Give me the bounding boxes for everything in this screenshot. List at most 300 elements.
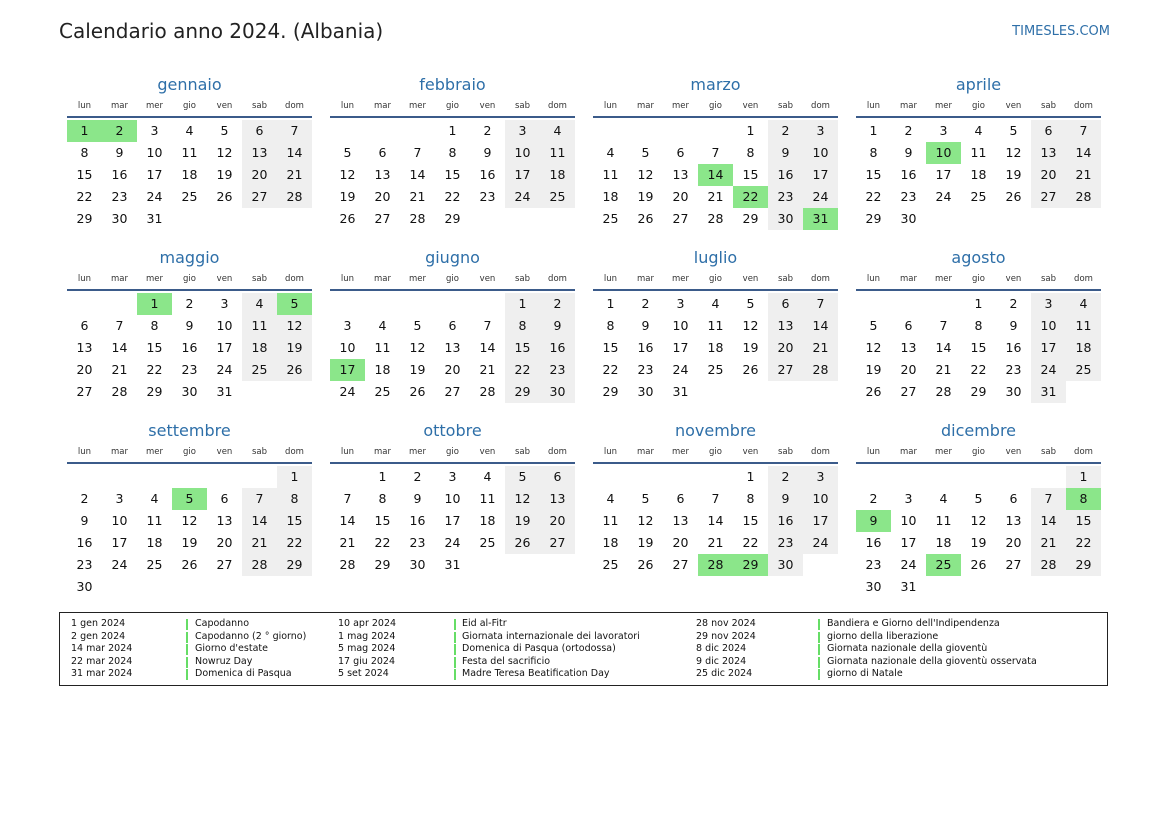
day-cell: 16 (479, 167, 496, 182)
day-cell: 13 (672, 167, 689, 182)
day-cell: 12 (865, 340, 882, 355)
empty-cell (67, 466, 102, 488)
day-cell: 11 (146, 513, 163, 528)
holiday-name: giorno di Natale (827, 668, 903, 680)
day-cell: 20 (672, 189, 689, 204)
holiday-marker (818, 669, 820, 680)
day-cell: 16 (409, 513, 426, 528)
weekday-label: lun (866, 447, 881, 457)
day-cell: 7 (939, 318, 948, 333)
holiday-marker (454, 644, 456, 655)
weekday-label: sab (251, 274, 268, 284)
day-cell: 18 (479, 513, 496, 528)
weekday-label: ven (479, 101, 496, 111)
holiday-day-cell: 2 (102, 120, 137, 142)
day-cell: 24 (935, 189, 952, 204)
day-cell: 21 (1066, 164, 1101, 186)
day-cell: 16 (768, 510, 803, 532)
holiday-date: 8 dic 2024 (696, 643, 747, 655)
day-cell: 10 (146, 145, 163, 160)
day-cell: 14 (111, 340, 128, 355)
day-cell: 21 (935, 362, 952, 377)
weekday-label: sab (1040, 274, 1057, 284)
holiday-date: 22 mar 2024 (71, 655, 133, 667)
day-cell: 9 (115, 145, 124, 160)
day-cell: 27 (242, 186, 277, 208)
day-cell: 29 (505, 381, 540, 403)
day-cell: 11 (602, 167, 619, 182)
weekday-label: dom (811, 101, 830, 111)
day-cell: 5 (505, 466, 540, 488)
day-cell: 21 (409, 189, 426, 204)
day-cell: 9 (80, 513, 89, 528)
empty-cell (961, 466, 996, 488)
day-cell: 13 (374, 167, 391, 182)
day-cell: 23 (637, 362, 654, 377)
day-cell: 23 (768, 186, 803, 208)
day-cell: 17 (216, 340, 233, 355)
weekday-label: sab (251, 101, 268, 111)
day-cell: 23 (409, 535, 426, 550)
month-name: giugno (425, 248, 480, 267)
day-cell: 26 (181, 557, 198, 572)
holiday-marker (818, 644, 820, 655)
day-cell: 1 (974, 296, 983, 311)
day-cell: 26 (637, 211, 654, 226)
month-febbraio (330, 73, 575, 246)
month-gennaio (67, 73, 312, 246)
day-cell: 27 (768, 359, 803, 381)
day-cell: 6 (676, 491, 685, 506)
day-cell: 27 (444, 384, 461, 399)
day-cell: 8 (80, 145, 89, 160)
day-cell: 7 (483, 318, 492, 333)
day-cell: 22 (277, 532, 312, 554)
day-cell: 28 (242, 554, 277, 576)
day-cell: 19 (181, 535, 198, 550)
weekday-label: sab (514, 274, 531, 284)
day-cell: 12 (216, 145, 233, 160)
day-cell: 20 (216, 535, 233, 550)
day-cell: 29 (865, 211, 882, 226)
day-cell: 18 (540, 164, 575, 186)
weekday-label: ven (216, 101, 233, 111)
weekday-label: lun (340, 101, 355, 111)
day-cell: 14 (1066, 142, 1101, 164)
day-cell: 13 (444, 340, 461, 355)
weekday-label: sab (251, 447, 268, 457)
empty-cell (698, 120, 733, 142)
holiday-name: Giornata nazionale della gioventù (827, 643, 988, 655)
holiday-marker (186, 632, 188, 643)
day-cell: 10 (803, 142, 838, 164)
day-cell: 16 (1005, 340, 1022, 355)
day-cell: 19 (505, 510, 540, 532)
holiday-date: 1 mag 2024 (338, 630, 396, 642)
day-cell: 20 (374, 189, 391, 204)
weekday-label: lun (603, 274, 618, 284)
day-cell: 19 (277, 337, 312, 359)
day-cell: 18 (1066, 337, 1101, 359)
day-cell: 13 (540, 488, 575, 510)
weekday-label: mer (671, 101, 689, 111)
day-cell: 25 (181, 189, 198, 204)
day-cell: 8 (606, 318, 615, 333)
weekday-label: dom (1074, 274, 1093, 284)
day-cell: 18 (181, 167, 198, 182)
holiday-legend (59, 612, 1108, 686)
day-cell: 27 (1005, 557, 1022, 572)
day-cell: 2 (641, 296, 650, 311)
day-cell: 21 (479, 362, 496, 377)
day-cell: 18 (146, 535, 163, 550)
day-cell: 9 (483, 145, 492, 160)
day-cell: 27 (374, 211, 391, 226)
day-cell: 3 (803, 466, 838, 488)
empty-cell (137, 466, 172, 488)
weekday-label: dom (1074, 101, 1093, 111)
holiday-day-cell: 29 (733, 554, 768, 576)
day-cell: 24 (900, 557, 917, 572)
day-cell: 23 (768, 532, 803, 554)
empty-cell (400, 293, 435, 315)
day-cell: 6 (378, 145, 387, 160)
month-marzo (593, 73, 838, 246)
day-cell: 1 (448, 123, 457, 138)
holiday-date: 5 set 2024 (338, 668, 389, 680)
day-cell: 17 (505, 164, 540, 186)
day-cell: 22 (76, 189, 93, 204)
day-cell: 20 (1031, 164, 1066, 186)
weekday-label: gio (446, 101, 459, 111)
weekday-header (67, 270, 312, 291)
day-cell: 25 (1066, 359, 1101, 381)
weekday-label: lun (340, 447, 355, 457)
day-cell: 22 (505, 359, 540, 381)
weekday-label: mar (637, 447, 654, 457)
day-cell: 9 (413, 491, 422, 506)
holiday-date: 28 nov 2024 (696, 618, 756, 629)
day-cell: 5 (641, 491, 650, 506)
day-cell: 16 (865, 535, 882, 550)
day-cell: 12 (637, 513, 654, 528)
day-cell: 8 (974, 318, 983, 333)
holiday-marker (818, 657, 820, 668)
holiday-marker (454, 619, 456, 630)
day-cell: 7 (413, 145, 422, 160)
weekday-header (856, 97, 1101, 118)
day-cell: 4 (939, 491, 948, 506)
day-cell: 20 (76, 362, 93, 377)
empty-cell (593, 466, 628, 488)
day-cell: 10 (900, 513, 917, 528)
day-cell: 31 (444, 557, 461, 572)
weekday-label: lun (340, 274, 355, 284)
day-cell: 6 (1009, 491, 1018, 506)
day-cell: 3 (904, 491, 913, 506)
day-cell: 13 (1005, 513, 1022, 528)
weekday-label: ven (216, 447, 233, 457)
holiday-day-cell: 28 (698, 554, 733, 576)
day-cell: 7 (242, 488, 277, 510)
day-cell: 15 (742, 167, 759, 182)
day-cell: 28 (803, 359, 838, 381)
day-cell: 26 (505, 532, 540, 554)
day-cell: 27 (216, 557, 233, 572)
weekday-label: mar (374, 447, 391, 457)
day-cell: 7 (803, 293, 838, 315)
day-cell: 29 (970, 384, 987, 399)
day-cell: 28 (111, 384, 128, 399)
day-cell: 7 (1031, 488, 1066, 510)
day-cell: 2 (483, 123, 492, 138)
day-cell: 7 (1066, 120, 1101, 142)
weekday-label: mar (637, 101, 654, 111)
empty-cell (67, 293, 102, 315)
empty-cell (400, 120, 435, 142)
day-cell: 11 (242, 315, 277, 337)
day-cell: 23 (111, 189, 128, 204)
weekday-header (593, 270, 838, 291)
day-cell: 17 (935, 167, 952, 182)
day-cell: 22 (602, 362, 619, 377)
empty-cell (891, 466, 926, 488)
day-cell: 14 (935, 340, 952, 355)
holiday-date: 25 dic 2024 (696, 668, 753, 680)
day-cell: 30 (768, 554, 803, 576)
empty-cell (365, 120, 400, 142)
holiday-day-cell: 8 (1066, 488, 1101, 510)
empty-cell (470, 293, 505, 315)
day-cell: 28 (479, 384, 496, 399)
month-dicembre (856, 419, 1101, 592)
weekday-label: dom (285, 447, 304, 457)
day-cell: 8 (277, 488, 312, 510)
day-cell: 12 (637, 167, 654, 182)
day-cell: 22 (1066, 532, 1101, 554)
day-cell: 8 (378, 491, 387, 506)
day-cell: 4 (1066, 293, 1101, 315)
day-cell: 4 (974, 123, 983, 138)
day-cell: 26 (216, 189, 233, 204)
day-cell: 18 (374, 362, 391, 377)
day-cell: 27 (900, 384, 917, 399)
day-cell: 8 (505, 315, 540, 337)
month-name: agosto (951, 248, 1006, 267)
day-cell: 28 (1031, 554, 1066, 576)
day-cell: 19 (637, 189, 654, 204)
holiday-day-cell: 31 (803, 208, 838, 230)
day-cell: 2 (768, 120, 803, 142)
day-cell: 18 (970, 167, 987, 182)
day-cell: 12 (409, 340, 426, 355)
empty-cell (891, 293, 926, 315)
day-cell: 24 (146, 189, 163, 204)
weekday-label: sab (777, 101, 794, 111)
day-cell: 16 (768, 164, 803, 186)
day-cell: 18 (602, 189, 619, 204)
day-cell: 29 (146, 384, 163, 399)
weekday-label: lun (866, 274, 881, 284)
day-cell: 4 (185, 123, 194, 138)
holiday-name: Festa del sacrificio (462, 655, 551, 667)
weekday-label: lun (866, 101, 881, 111)
day-cell: 3 (150, 123, 159, 138)
day-cell: 17 (444, 513, 461, 528)
day-cell: 30 (409, 557, 426, 572)
site-link[interactable]: TIMESLES.COM (1012, 24, 1110, 39)
day-cell: 17 (672, 340, 689, 355)
weekday-label: mer (145, 447, 163, 457)
day-cell: 22 (742, 535, 759, 550)
day-cell: 5 (413, 318, 422, 333)
day-cell: 1 (378, 469, 387, 484)
weekday-label: gio (183, 447, 196, 457)
day-grid (330, 120, 575, 230)
day-cell: 8 (869, 145, 878, 160)
day-cell: 3 (676, 296, 685, 311)
day-cell: 6 (220, 491, 229, 506)
day-cell: 24 (111, 557, 128, 572)
day-cell: 18 (707, 340, 724, 355)
day-cell: 29 (1066, 554, 1101, 576)
weekday-label: mar (637, 274, 654, 284)
day-cell: 3 (115, 491, 124, 506)
holiday-marker (454, 669, 456, 680)
day-cell: 15 (1066, 510, 1101, 532)
page-title: Calendario anno 2024. (Albania) (59, 19, 384, 43)
day-cell: 7 (343, 491, 352, 506)
day-cell: 12 (505, 488, 540, 510)
day-cell: 2 (1009, 296, 1018, 311)
empty-cell (330, 466, 365, 488)
day-cell: 29 (277, 554, 312, 576)
day-cell: 13 (900, 340, 917, 355)
empty-cell (856, 466, 891, 488)
day-cell: 8 (746, 145, 755, 160)
day-cell: 27 (1031, 186, 1066, 208)
day-cell: 6 (540, 466, 575, 488)
weekday-header (856, 443, 1101, 464)
weekday-header (593, 443, 838, 464)
weekday-label: sab (1040, 447, 1057, 457)
weekday-label: mer (934, 101, 952, 111)
day-cell: 4 (711, 296, 720, 311)
day-cell: 6 (768, 293, 803, 315)
day-cell: 11 (707, 318, 724, 333)
weekday-label: dom (285, 101, 304, 111)
weekday-label: ven (1005, 101, 1022, 111)
day-cell: 3 (803, 120, 838, 142)
day-cell: 26 (339, 211, 356, 226)
day-cell: 24 (1031, 359, 1066, 381)
day-cell: 8 (448, 145, 457, 160)
day-cell: 12 (277, 315, 312, 337)
day-grid (67, 120, 312, 230)
day-cell: 19 (637, 535, 654, 550)
day-cell: 18 (935, 535, 952, 550)
day-cell: 6 (904, 318, 913, 333)
weekday-label: mer (671, 447, 689, 457)
day-cell: 15 (742, 513, 759, 528)
holiday-day-cell: 25 (926, 554, 961, 576)
day-cell: 24 (505, 186, 540, 208)
day-cell: 22 (444, 189, 461, 204)
day-cell: 23 (76, 557, 93, 572)
day-cell: 25 (602, 557, 619, 572)
day-cell: 6 (80, 318, 89, 333)
day-cell: 10 (444, 491, 461, 506)
empty-cell (172, 466, 207, 488)
day-cell: 21 (1031, 532, 1066, 554)
weekday-label: ven (479, 274, 496, 284)
month-name: ottobre (423, 421, 482, 440)
day-cell: 15 (444, 167, 461, 182)
day-cell: 7 (711, 491, 720, 506)
day-cell: 21 (707, 189, 724, 204)
day-cell: 15 (970, 340, 987, 355)
empty-cell (926, 466, 961, 488)
day-cell: 15 (146, 340, 163, 355)
holiday-marker (186, 644, 188, 655)
day-cell: 2 (540, 293, 575, 315)
weekday-label: mar (111, 101, 128, 111)
day-cell: 23 (1005, 362, 1022, 377)
holiday-date: 5 mag 2024 (338, 643, 396, 655)
day-cell: 13 (242, 142, 277, 164)
day-cell: 4 (540, 120, 575, 142)
month-ottobre (330, 419, 575, 592)
day-cell: 15 (277, 510, 312, 532)
weekday-label: gio (709, 101, 722, 111)
day-cell: 28 (409, 211, 426, 226)
month-name: dicembre (940, 421, 1017, 440)
day-cell: 30 (1005, 384, 1022, 399)
day-cell: 10 (111, 513, 128, 528)
holiday-marker (818, 619, 820, 630)
holiday-name: Domenica di Pasqua (195, 668, 292, 680)
day-grid (856, 466, 1101, 598)
day-cell: 24 (339, 384, 356, 399)
weekday-label: lun (77, 447, 92, 457)
holiday-day-cell: 22 (733, 186, 768, 208)
weekday-header (67, 97, 312, 118)
day-cell: 10 (505, 142, 540, 164)
holiday-name: Domenica di Pasqua (ortodossa) (462, 643, 616, 655)
day-cell: 2 (185, 296, 194, 311)
holiday-name: Madre Teresa Beatification Day (462, 668, 610, 680)
day-cell: 15 (505, 337, 540, 359)
month-settembre (67, 419, 312, 592)
day-cell: 22 (374, 535, 391, 550)
holiday-date: 29 nov 2024 (696, 630, 756, 642)
day-cell: 19 (742, 340, 759, 355)
weekday-label: mar (900, 274, 917, 284)
day-cell: 21 (803, 337, 838, 359)
weekday-label: mar (900, 101, 917, 111)
day-cell: 19 (1005, 167, 1022, 182)
day-cell: 28 (339, 557, 356, 572)
day-cell: 7 (711, 145, 720, 160)
weekday-label: gio (183, 274, 196, 284)
day-cell: 29 (374, 557, 391, 572)
day-cell: 26 (409, 384, 426, 399)
weekday-label: mer (408, 447, 426, 457)
weekday-label: gio (972, 101, 985, 111)
day-cell: 6 (1031, 120, 1066, 142)
weekday-label: gio (709, 274, 722, 284)
weekday-header (67, 443, 312, 464)
